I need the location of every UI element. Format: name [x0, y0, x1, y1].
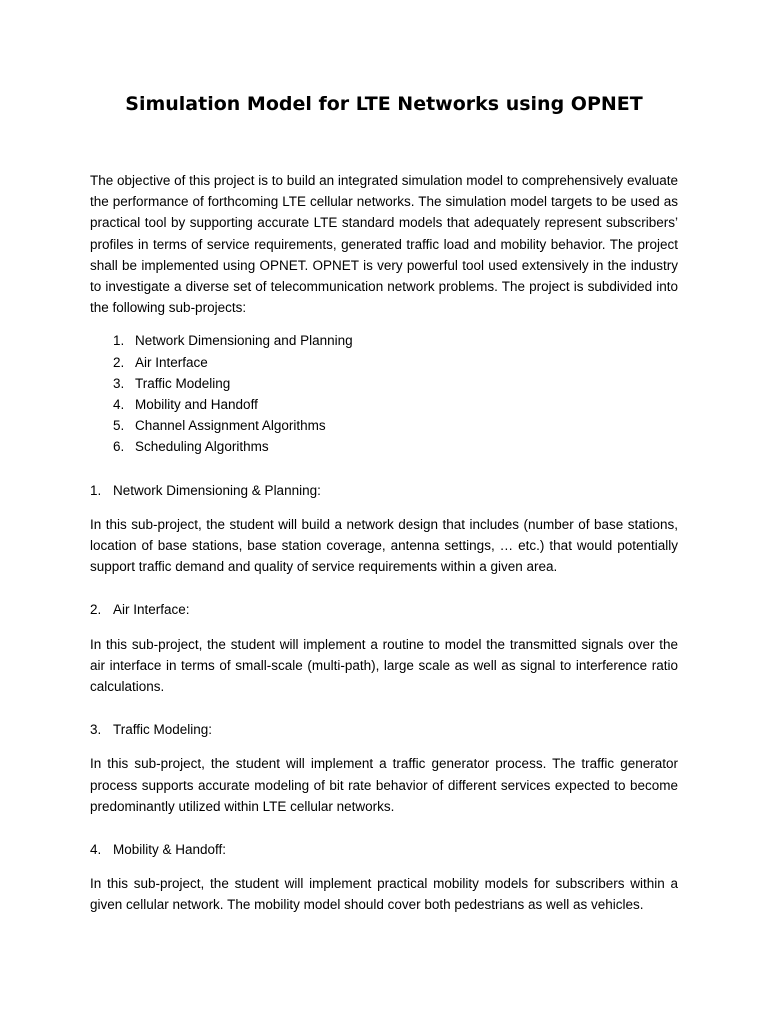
list-item — [113, 352, 678, 373]
list-item-label: Channel Assignment Algorithms — [135, 418, 326, 434]
section-heading-text: Traffic Modeling: — [113, 722, 213, 738]
section-number: 1. — [90, 482, 102, 498]
list-item-number: 5. — [113, 418, 125, 434]
section-heading-mobility-handoff — [90, 839, 678, 860]
section-heading-traffic-modeling — [90, 719, 678, 740]
section-heading-text: Mobility & Handoff: — [113, 842, 227, 858]
section-body-traffic-modeling: In this sub-project, the student will implement a traffic generator process. The traffic generator process supports accurate modeling of bit rate behavior of different services expected to become predominantly utilized within LTE cellular networks. — [90, 756, 678, 814]
section-heading-network-dimensioning — [90, 480, 678, 501]
list-item-label: Traffic Modeling — [135, 375, 231, 391]
list-item-label: Mobility and Handoff — [135, 397, 258, 413]
list-item-number: 1. — [113, 333, 125, 349]
subproject-list — [90, 330, 678, 457]
list-item — [113, 415, 678, 436]
section-heading-text: Air Interface: — [113, 602, 190, 618]
section-body-air-interface: In this sub-project, the student will implement a routine to model the transmitted signals over the air interface in terms of small-scale (multi-path), large scale as well as signal to interference ratio calculations. — [90, 636, 678, 695]
section-number: 4. — [90, 842, 102, 858]
list-item-number: 4. — [113, 397, 125, 413]
intro-paragraph: The objective of this project is to build an integrated simulation model to comprehensively evaluate the performance of forthcoming LTE cellular networks. The simulation model targets to be used as practical tool by supporting accurate LTE standard models that adequately represent subscribers’ profiles in terms of service requirements, generated traffic load and mobility behavior. The project shall be implemented using OPNET. OPNET is very powerful tool used extensively in the industry to investigate a diverse set of telecommunication network problems. The project is subdivided into the following sub-projects: — [90, 173, 678, 316]
section-body-network-dimensioning: In this sub-project, the student will build a network design that includes (number of base stations, location of base stations, base station coverage, antenna settings, … etc.) that would potentially support traffic demand and quality of service requirements within a given area. — [90, 516, 678, 575]
document-title: Simulation Model for LTE Networks using OPNET — [125, 93, 643, 115]
list-item — [113, 330, 678, 351]
list-item-number: 2. — [113, 354, 125, 370]
list-item — [113, 394, 678, 415]
list-item-label: Network Dimensioning and Planning — [135, 333, 353, 349]
list-item — [113, 373, 678, 394]
list-item — [113, 436, 678, 457]
list-item-number: 3. — [113, 375, 125, 391]
list-item-label: Scheduling Algorithms — [135, 439, 269, 455]
list-item-label: Air Interface — [135, 354, 208, 370]
section-number: 3. — [90, 722, 102, 738]
section-number: 2. — [90, 602, 102, 618]
section-heading-text: Network Dimensioning & Planning: — [113, 482, 321, 498]
section-heading-air-interface — [90, 599, 678, 620]
list-item-number: 6. — [113, 439, 125, 455]
section-body-mobility-handoff: In this sub-project, the student will implement practical mobility models for subscribers within a given cellular network. The mobility model should cover both pedestrians as well as vehicles. — [90, 876, 678, 913]
